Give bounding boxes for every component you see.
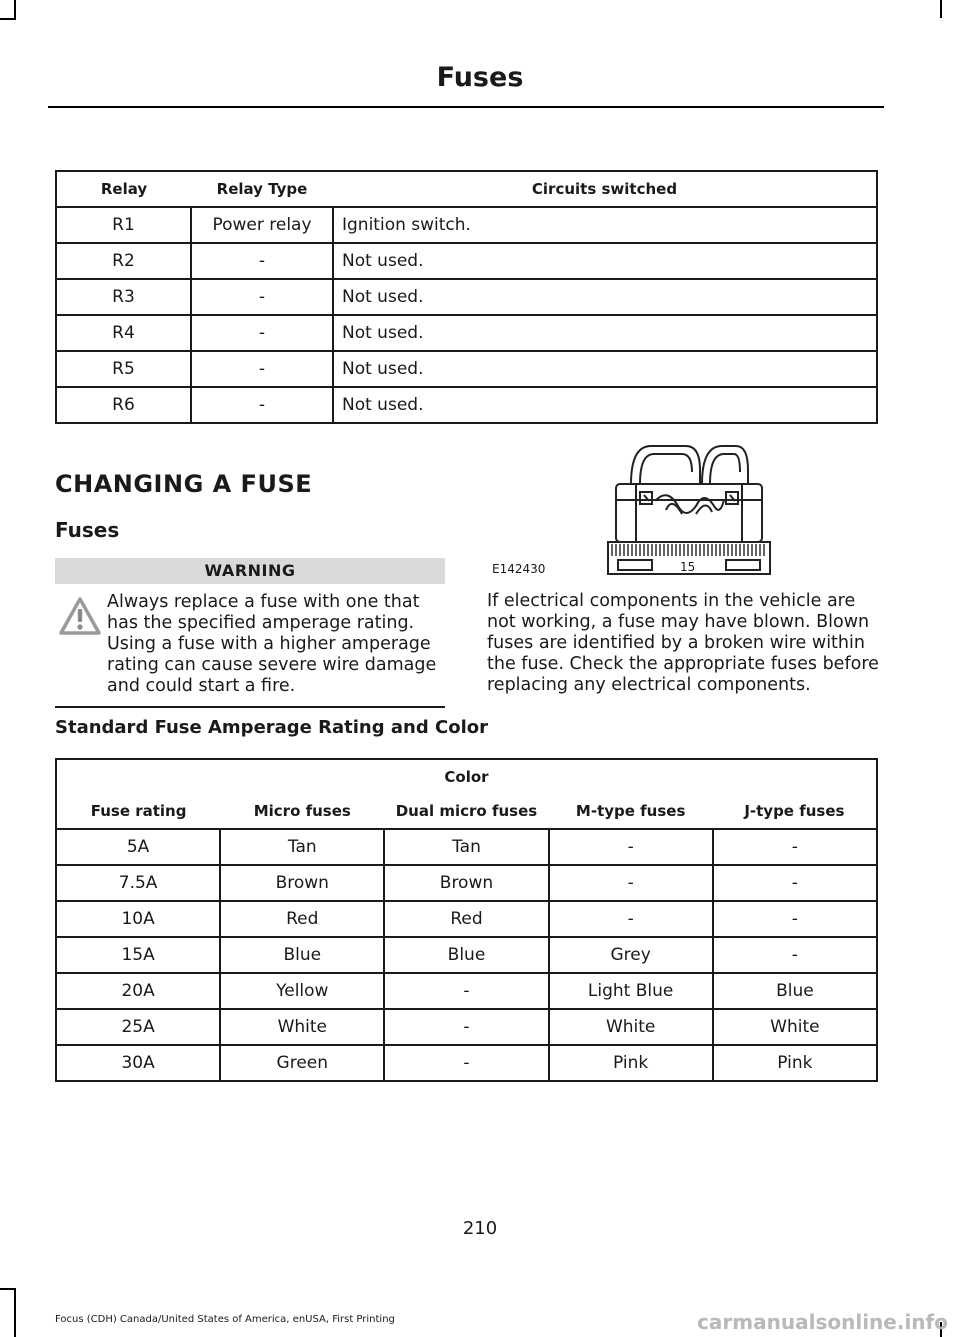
table-cell: - bbox=[549, 829, 713, 865]
table-cell: - bbox=[191, 243, 333, 279]
table-cell: 20A bbox=[56, 973, 220, 1009]
table-cell: Green bbox=[220, 1045, 384, 1081]
table-cell: R6 bbox=[56, 387, 191, 423]
column-header: Relay bbox=[100, 180, 148, 198]
table-row bbox=[56, 901, 877, 937]
table-cell: 30A bbox=[56, 1045, 220, 1081]
table-cell: Yellow bbox=[220, 973, 384, 1009]
table-cell: - bbox=[549, 865, 713, 901]
body-paragraph: If electrical components in the vehicle are not working, a fuse may have blown. Blown fuses are identified by a broken wire within the fuse. Check the appropriate fuses before replacing any electrical components. bbox=[487, 591, 879, 695]
table-cell: White bbox=[549, 1009, 713, 1045]
table-cell: 25A bbox=[56, 1009, 220, 1045]
table-cell: Tan bbox=[220, 829, 384, 865]
crop-mark bbox=[14, 1290, 16, 1337]
page-number: 210 bbox=[462, 1218, 498, 1239]
table-cell: R4 bbox=[56, 315, 191, 351]
crop-mark bbox=[14, 0, 16, 20]
table-cell: - bbox=[549, 901, 713, 937]
table-cell: Brown bbox=[384, 865, 548, 901]
table-title: Standard Fuse Amperage Rating and Color bbox=[55, 717, 489, 738]
table-cell: - bbox=[191, 315, 333, 351]
table-cell: Tan bbox=[384, 829, 548, 865]
table-cell: - bbox=[191, 351, 333, 387]
table-cell: Not used. bbox=[333, 387, 877, 423]
table-cell: - bbox=[384, 973, 548, 1009]
table-cell: - bbox=[384, 1009, 548, 1045]
table-row bbox=[56, 207, 877, 243]
table-cell: Not used. bbox=[333, 279, 877, 315]
column-header: Micro fuses bbox=[253, 802, 351, 820]
table-row bbox=[56, 937, 877, 973]
table-cell: Blue bbox=[220, 937, 384, 973]
table-cell: R3 bbox=[56, 279, 191, 315]
table-row bbox=[56, 829, 877, 865]
table-cell: Red bbox=[384, 901, 548, 937]
section-title: CHANGING A FUSE bbox=[55, 470, 313, 498]
fuse-diagram bbox=[486, 440, 876, 580]
table-row bbox=[56, 279, 877, 315]
table-cell: - bbox=[713, 829, 877, 865]
table-cell: Red bbox=[220, 901, 384, 937]
column-header: Circuits switched bbox=[531, 180, 678, 198]
column-header: M-type fuses bbox=[575, 802, 686, 820]
warning-label: WARNING bbox=[55, 558, 445, 584]
column-header: Fuse rating bbox=[90, 802, 187, 820]
table-cell: - bbox=[191, 279, 333, 315]
table-cell: R1 bbox=[56, 207, 191, 243]
warning-divider bbox=[55, 706, 445, 708]
table-cell: 7.5A bbox=[56, 865, 220, 901]
warning-text bbox=[55, 592, 447, 697]
table-row bbox=[56, 973, 877, 1009]
fuse-number-label: 15 bbox=[680, 560, 696, 574]
fuse-color-table bbox=[55, 758, 878, 1082]
table-cell: 15A bbox=[56, 937, 220, 973]
crop-mark bbox=[0, 1288, 16, 1290]
watermark: carmanualsonline.info bbox=[697, 1310, 948, 1334]
table-cell: Not used. bbox=[333, 315, 877, 351]
table-cell: R5 bbox=[56, 351, 191, 387]
table-cell: White bbox=[713, 1009, 877, 1045]
table-cell: Ignition switch. bbox=[333, 207, 877, 243]
table-row bbox=[56, 387, 877, 423]
table-row bbox=[56, 351, 877, 387]
table-cell: 5A bbox=[56, 829, 220, 865]
relay-table bbox=[55, 170, 878, 424]
table-cell: Pink bbox=[549, 1045, 713, 1081]
table-cell: Power relay bbox=[191, 207, 333, 243]
table-row bbox=[56, 1045, 877, 1081]
crop-mark bbox=[940, 0, 942, 18]
table-cell: White bbox=[220, 1009, 384, 1045]
table-cell: Blue bbox=[713, 973, 877, 1009]
table-cell: - bbox=[713, 865, 877, 901]
table-cell: Grey bbox=[549, 937, 713, 973]
table-cell: Light Blue bbox=[549, 973, 713, 1009]
table-cell: Brown bbox=[220, 865, 384, 901]
crop-mark bbox=[0, 18, 16, 20]
publication-footer: Focus (CDH) Canada/United States of America, enUSA, First Printing bbox=[55, 1314, 395, 1325]
table-cell: - bbox=[191, 387, 333, 423]
table-cell: Not used. bbox=[333, 351, 877, 387]
table-cell: Pink bbox=[713, 1045, 877, 1081]
figure-id: E142430 bbox=[492, 562, 546, 576]
column-header: J-type fuses bbox=[744, 802, 845, 820]
header-divider bbox=[48, 106, 884, 108]
table-cell: 10A bbox=[56, 901, 220, 937]
warning-text-content: Always replace a fuse with one that has the specified amperage rating. Using a fuse with a higher amperage rating can cause severe wire damage and could start a fire. bbox=[107, 592, 437, 696]
table-row bbox=[56, 1009, 877, 1045]
table-cell: - bbox=[713, 937, 877, 973]
table-cell: Blue bbox=[384, 937, 548, 973]
table-row bbox=[56, 865, 877, 901]
group-header: Color bbox=[444, 768, 489, 786]
column-header: Relay Type bbox=[216, 180, 308, 198]
table-row bbox=[56, 243, 877, 279]
table-cell: Not used. bbox=[333, 243, 877, 279]
table-cell: - bbox=[384, 1045, 548, 1081]
table-cell: R2 bbox=[56, 243, 191, 279]
table-cell: - bbox=[713, 901, 877, 937]
table-row bbox=[56, 315, 877, 351]
page-title: Fuses bbox=[436, 62, 524, 93]
section-subtitle: Fuses bbox=[55, 518, 120, 542]
column-header: Dual micro fuses bbox=[395, 802, 538, 820]
